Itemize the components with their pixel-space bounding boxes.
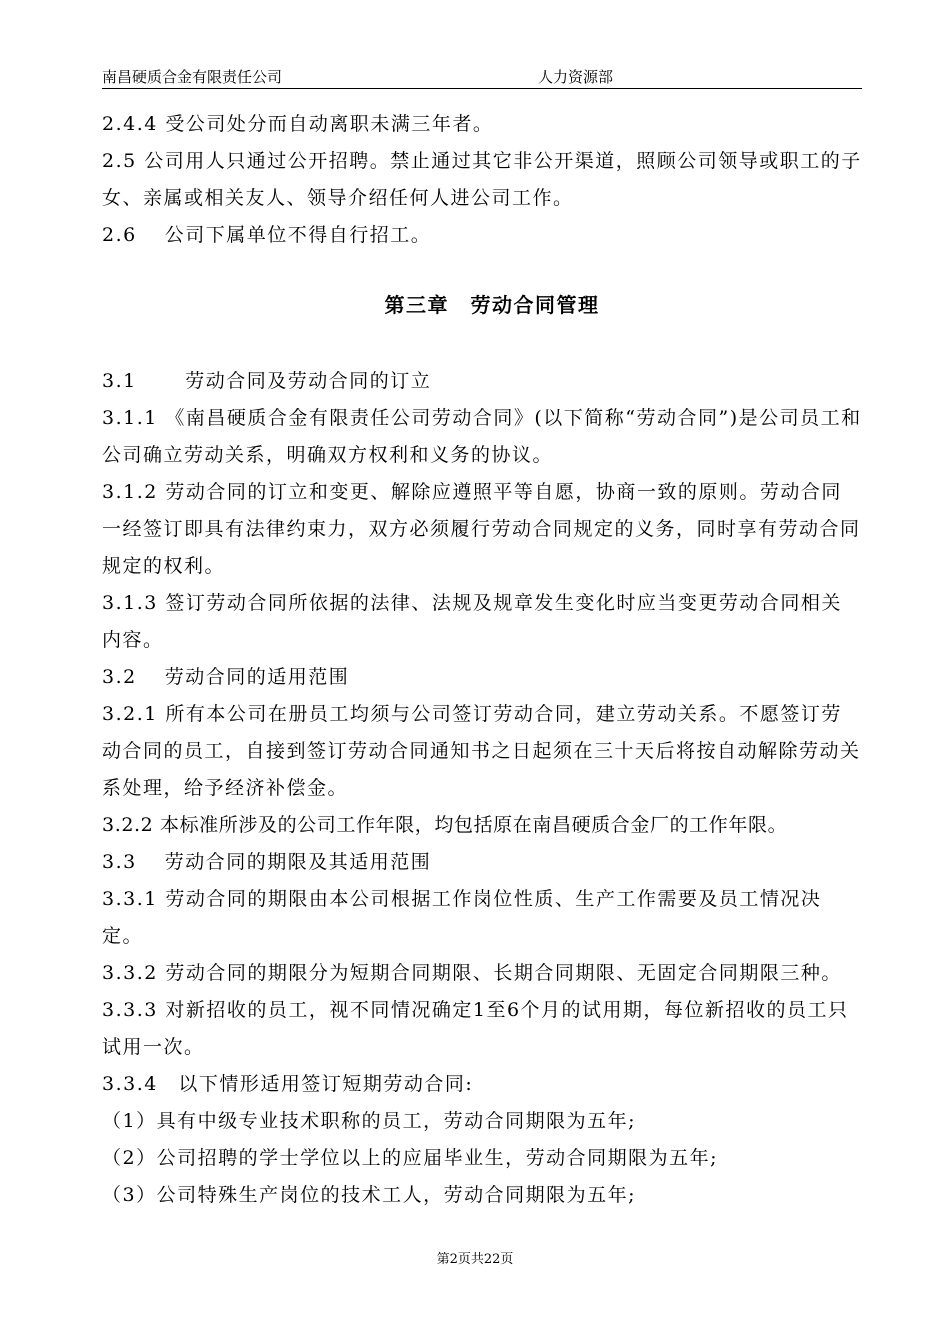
paragraph: （2）公司招聘的学士学位以上的应届毕业生，劳动合同期限为五年;: [102, 1147, 718, 1169]
paragraph: （1）具有中级专业技术职称的员工，劳动合同期限为五年;: [102, 1110, 636, 1132]
paragraph: 3.1.3 签订劳动合同所依据的法律、法规及规章发生变化时应当变更劳动合同相关内容。: [102, 592, 842, 651]
paragraph: 3.3 劳动合同的期限及其适用范围: [102, 851, 432, 873]
chapter-title: 第三章 劳动合同管理: [384, 293, 600, 317]
document-body: [102, 106, 862, 1214]
paragraph: 3.1.1 《南昌硬质合金有限责任公司劳动合同》(以下简称“劳动合同”)是公司员工和公司确立劳动关系，明确双方权利和义务的协议。: [102, 407, 862, 466]
paragraph: 3.2.2 本标准所涉及的公司工作年限，均包括原在南昌硬质合金厂的工作年限。: [102, 814, 788, 836]
paragraph: 3.1.2 劳动合同的订立和变更、解除应遵照平等自愿，协商一致的原则。劳动合同一经签订即具有法律约束力，双方必须履行劳动合同规定的义务，同时享有劳动合同规定的权利。: [102, 481, 861, 577]
paragraph: 2.4.4 受公司处分而自动离职未满三年者。: [102, 113, 494, 135]
header-company: 南昌硬质合金有限责任公司: [102, 68, 283, 86]
paragraph: 3.3.3 对新招收的员工，视不同情况确定1至6个月的试用期，每位新招收的员工只试用一次。: [102, 999, 849, 1058]
header-department: 人力资源部: [538, 68, 614, 86]
paragraph: 3.3.4 以下情形适用签订短期劳动合同:: [102, 1073, 474, 1095]
paragraph: 3.1 劳动合同及劳动合同的订立: [102, 370, 432, 392]
paragraph: 3.3.1 劳动合同的期限由本公司根据工作岗位性质、生产工作需要及员工情况决定。: [102, 888, 822, 947]
paragraph: 3.2.1 所有本公司在册员工均须与公司签订劳动合同，建立劳动关系。不愿签订劳动合同的员工，自接到签订劳动合同通知书之日起须在三十天后将按自动解除劳动关系处理，给予经济补偿金。: [102, 703, 861, 799]
paragraph: 2.5 公司用人只通过公开招聘。禁止通过其它非公开渠道，照顾公司领导或职工的子女、亲属或相关友人、领导介绍任何人进公司工作。: [102, 150, 862, 209]
paragraph: 3.2 劳动合同的适用范围: [102, 666, 350, 688]
page-number: 第2页共22页: [436, 1252, 514, 1267]
paragraph: 3.3.2 劳动合同的期限分为短期合同期限、长期合同期限、无固定合同期限三种。: [102, 962, 842, 984]
paragraph: 2.6 公司下属单位不得自行招工。: [102, 224, 432, 246]
paragraph: （3）公司特殊生产岗位的技术工人，劳动合同期限为五年;: [102, 1184, 636, 1206]
page-header: [102, 64, 862, 89]
